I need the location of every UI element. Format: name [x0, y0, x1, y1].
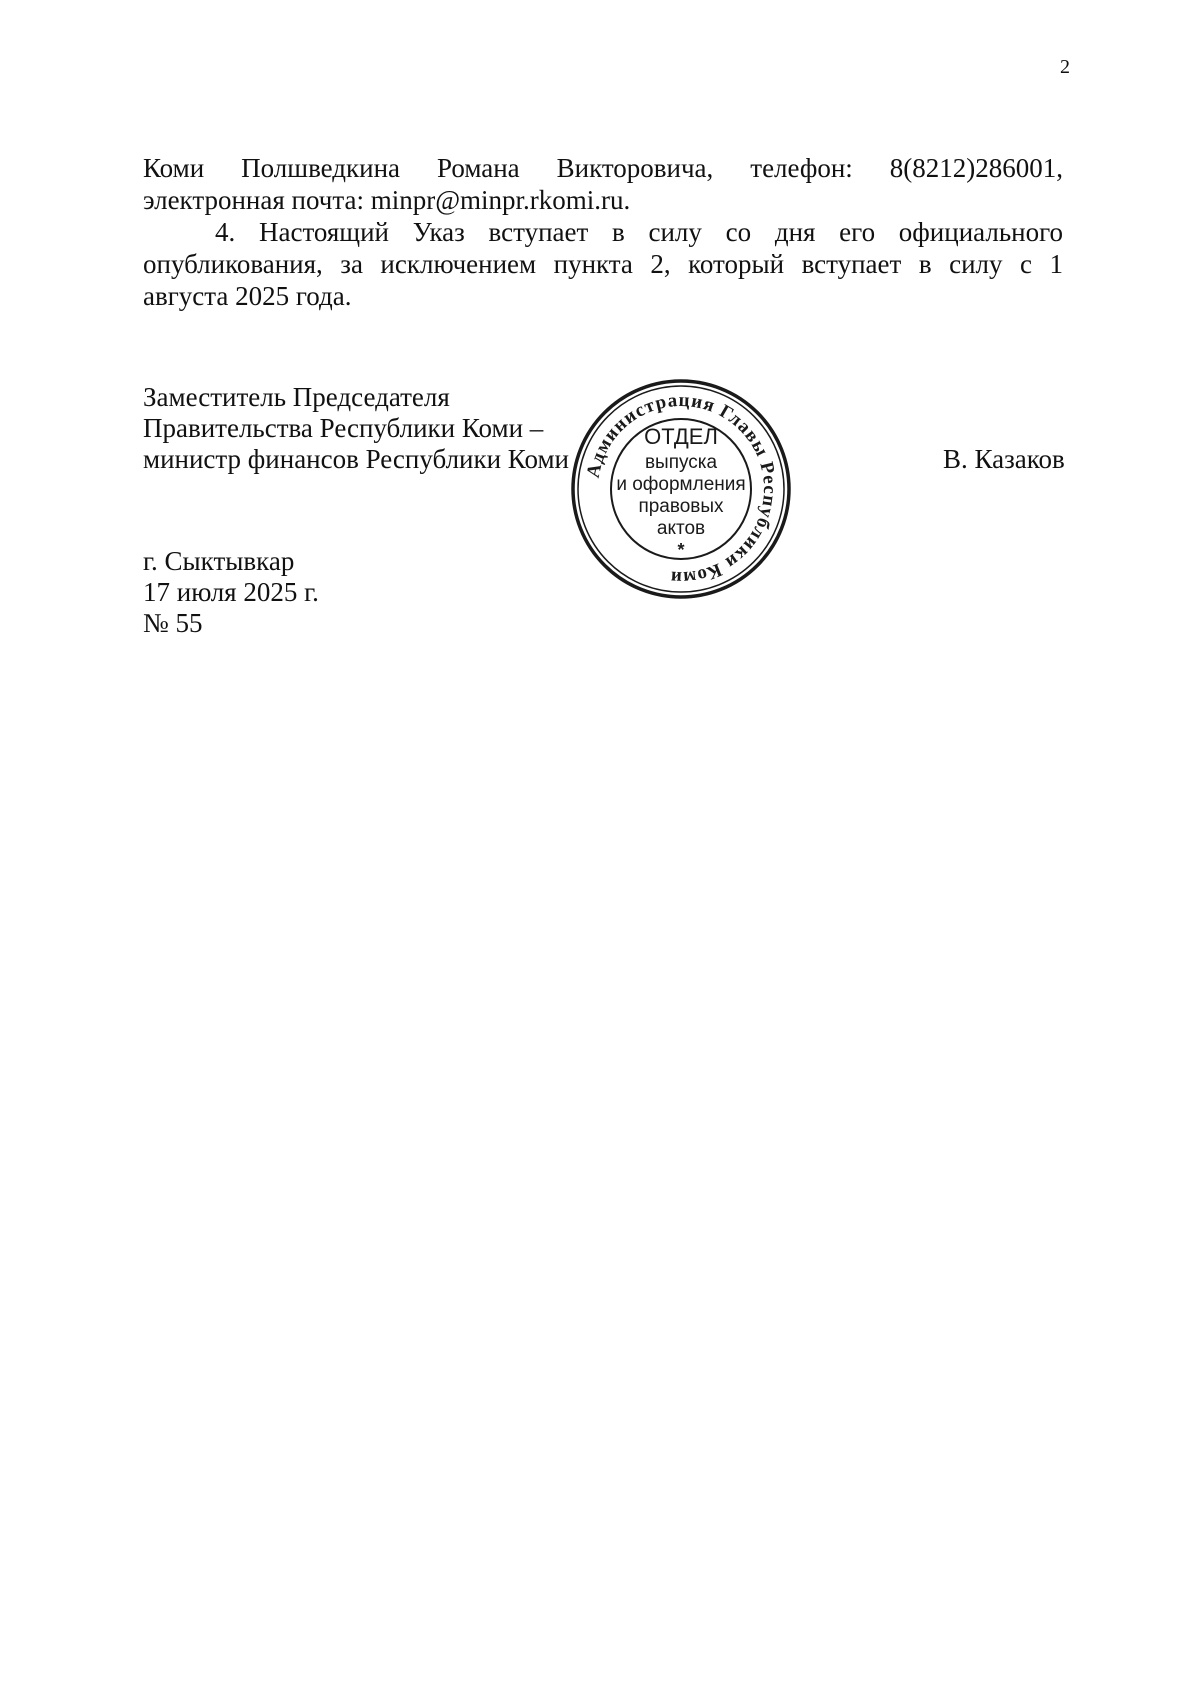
- stamp-center-line-2: выпуска: [644, 452, 718, 473]
- document-number: № 55: [143, 608, 203, 638]
- document-date: 17 июля 2025 г.: [143, 577, 319, 607]
- official-stamp: [570, 378, 792, 600]
- place-date-block: [143, 546, 319, 639]
- stamp-center-line-5: актов: [656, 518, 706, 539]
- paragraph-effective-line-1: 4. Настоящий Указ вступает в силу со дня его официального: [215, 217, 1063, 247]
- page-number: 2: [1060, 56, 1070, 78]
- stamp-center-line-1: ОТДЕЛ: [644, 424, 718, 449]
- paragraph-effective-line-2: опубликования, за исключением пункта 2, который вступает в силу с 1: [143, 249, 1063, 279]
- stamp-star-icon: *: [677, 540, 685, 560]
- document-body: [143, 152, 1063, 312]
- signatory-position: [143, 382, 569, 475]
- paragraph-contact-line-1: Коми Полшведкина Романа Викторовича, телефон: 8(8212)286001,: [143, 153, 1063, 183]
- stamp-center-line-4: правовых: [638, 496, 724, 517]
- signatory-position-line-1: Заместитель Председателя: [143, 382, 450, 412]
- stamp-ring-text: Администрация Главы Республики Коми: [582, 389, 781, 589]
- place-city: г. Сыктывкар: [143, 546, 295, 576]
- paragraph-contact-line-2: электронная почта: minpr@minpr.rkomi.ru.: [143, 185, 631, 215]
- signatory-position-line-2: Правительства Республики Коми –: [143, 413, 544, 443]
- signatory-name: В. Казаков: [943, 444, 1065, 474]
- stamp-center-line-3: и оформления: [616, 474, 746, 495]
- signatory-position-line-3: министр финансов Республики Коми: [143, 444, 569, 474]
- paragraph-effective-line-3: августа 2025 года.: [143, 281, 352, 311]
